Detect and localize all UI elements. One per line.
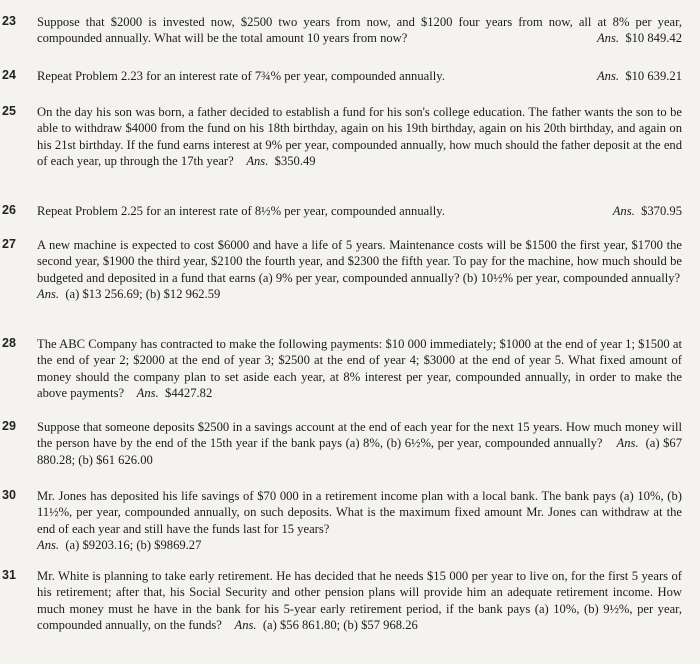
answer-label: Ans. xyxy=(246,154,269,169)
answer-label: Ans. xyxy=(616,436,639,451)
problem-number: 25 xyxy=(2,104,16,118)
problem-text: A new machine is expected to cost $6000 and have a life of 5 years. Maintenance costs will be $1500 the first year, $1700 the second year, $1900 the third year, $2100 the fourth year, and $2300 the fifth year. To pay for the machine, how much should be budgeted and deposited in a fund that earns (a) 9% per year, compounded annually? (b) 10½% per year, compounded annually? xyxy=(37,238,682,285)
answer-label: Ans. xyxy=(136,386,159,401)
problem-text-block xyxy=(37,568,682,634)
problem-text-block xyxy=(37,68,682,84)
problem-text: Suppose that someone deposits $2500 in a savings account at the end of each year for the next 15 years. How much money will the person have by the end of the 15th year if the bank pays (a) 8%, (b) 6½%, per year, compounded annually? xyxy=(37,420,682,451)
problem-number: 29 xyxy=(2,419,16,433)
problem-text-block xyxy=(37,488,682,554)
answer-label: Ans. xyxy=(612,204,635,218)
problem-number: 30 xyxy=(2,488,16,502)
answer-label: Ans. xyxy=(596,69,620,83)
problem-number: 23 xyxy=(2,14,16,28)
problem-text: The ABC Company has contracted to make the following payments: $10 000 immediately; $1000 at the end of year 1; $1500 at the end of year 2; $2000 at the end of year 3; $2500 at the end of year 4; $3000 at the end of year 5. What fixed amount of money should the company plan to set aside each year, at 8% interest per year, compounded annually, in order to make the above payments? xyxy=(37,337,682,401)
answer-value: (a) $9203.16; (b) $9869.27 xyxy=(65,538,202,553)
problem-text-block xyxy=(37,336,682,402)
answer-label: Ans. xyxy=(596,31,620,46)
answer-value: $10 639.21 xyxy=(625,69,682,83)
problem-number: 26 xyxy=(2,203,16,217)
problem-text: Mr. Jones has deposited his life savings of $70 000 in a retirement income plan with a local bank. The bank pays (a) 10%, (b) 11½%, per year, compounded annually, on such deposits. What is the maximum fixed amount Mr. Jones can withdraw at the end of each year and still have the funds last for 15 years? xyxy=(37,489,682,536)
answer-block xyxy=(613,203,682,219)
problem-number: 28 xyxy=(2,336,16,350)
problem-text-block xyxy=(37,203,682,219)
problem-text-block xyxy=(37,14,682,47)
answer-label: Ans. xyxy=(234,618,257,633)
answer-value: $350.49 xyxy=(274,154,316,169)
answer-value: (a) $67 880.28; (b) $61 626.00 xyxy=(37,436,682,467)
problem-text: Suppose that $2000 is invested now, $2500 two years from now, and $1200 four years from now, all at 8% per year, compounded annually. What will be the total amount 10 years from now? xyxy=(37,15,682,46)
problem-number: 24 xyxy=(2,68,16,82)
answer-value: $10 849.42 xyxy=(625,31,682,46)
problem-text: Repeat Problem 2.23 for an interest rate of 7¾% per year, compounded annually. xyxy=(37,69,445,83)
problem-text-block xyxy=(37,237,682,303)
problem-text: On the day his son was born, a father decided to establish a fund for his son's college education. The father wants the son to be able to withdraw $4000 from the fund on his 18th birthday, again on his 19th birthday, again on his 20th birthday, and again on his 21st birthday. If the fund earns interest at 9% per year, compounded annually, how much should the father deposit at the end of each year, up through the 17th year? xyxy=(37,105,682,169)
answer-value: (a) $13 256.69; (b) $12 962.59 xyxy=(65,287,221,302)
problem-text-block xyxy=(37,104,682,170)
answer-block xyxy=(597,68,682,84)
answer-value: $370.95 xyxy=(641,204,682,218)
answer-block xyxy=(597,30,682,46)
problem-number: 27 xyxy=(2,237,16,251)
answer-value: (a) $56 861.80; (b) $57 968.26 xyxy=(262,618,418,633)
answer-label: Ans. xyxy=(37,287,60,302)
problem-text: Mr. White is planning to take early retirement. He has decided that he needs $15 000 per year to live on, for the first 5 years of his retirement; after that, his Social Security and other pension plans will provide him an adequate retirement income. How much money must he have in the bank for his 5-year early retirement period, if the bank pays (a) 10%, (b) 9½%, per year, compounded annually, on the funds? xyxy=(37,569,682,633)
answer-value: $4427.82 xyxy=(165,386,213,401)
answer-label: Ans. xyxy=(37,538,60,553)
problem-text-block xyxy=(37,419,682,468)
problem-text: Repeat Problem 2.25 for an interest rate of 8½% per year, compounded annually. xyxy=(37,204,445,218)
problem-number: 31 xyxy=(2,568,16,582)
